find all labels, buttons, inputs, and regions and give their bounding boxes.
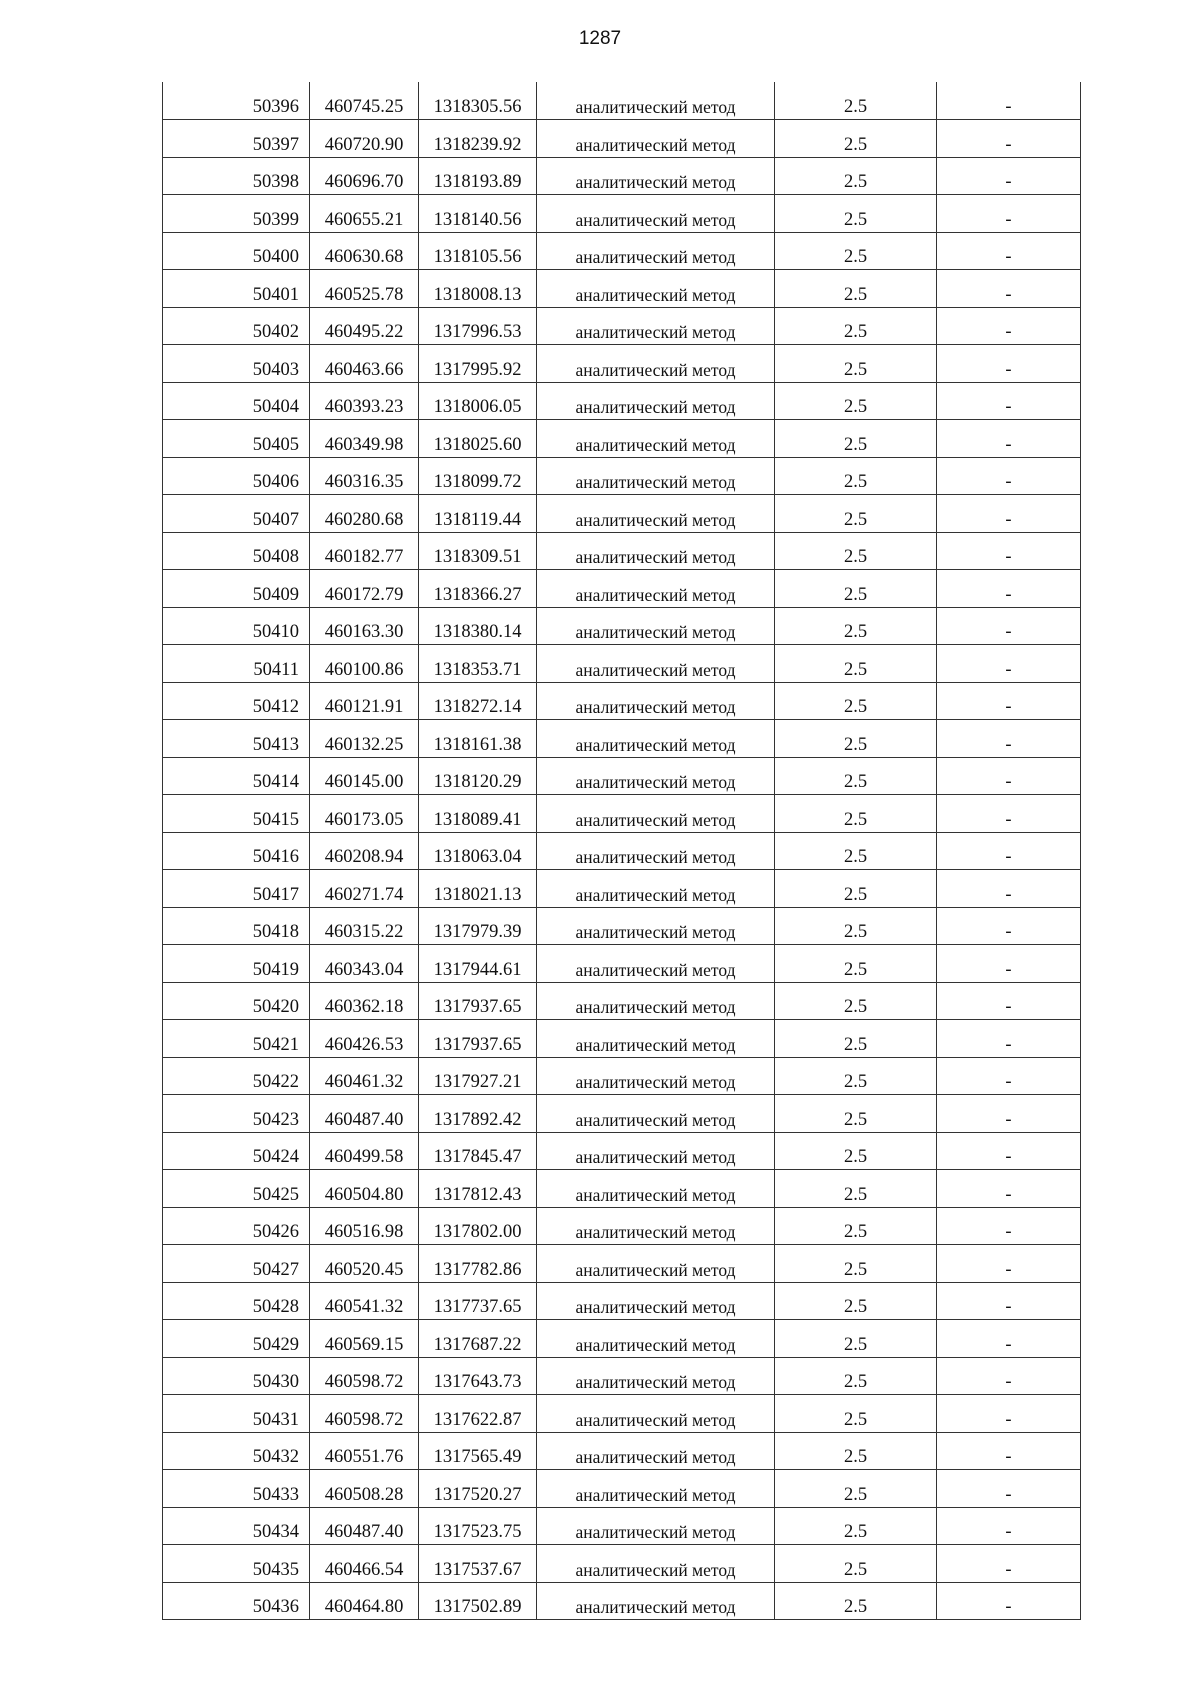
x-coordinate-cell: 460655.21 bbox=[310, 195, 419, 233]
table-row bbox=[163, 420, 1081, 458]
method-cell: аналитический метод bbox=[537, 382, 775, 420]
table-row bbox=[163, 1245, 1081, 1283]
note-cell: - bbox=[937, 1395, 1081, 1433]
x-coordinate-cell: 460172.79 bbox=[310, 570, 419, 608]
note-cell: - bbox=[937, 720, 1081, 758]
point-number-cell: 50396 bbox=[163, 82, 310, 120]
method-cell: аналитический метод bbox=[537, 870, 775, 908]
x-coordinate-cell: 460520.45 bbox=[310, 1245, 419, 1283]
x-coordinate-cell: 460696.70 bbox=[310, 157, 419, 195]
note-cell: - bbox=[937, 232, 1081, 270]
point-number-cell: 50421 bbox=[163, 1020, 310, 1058]
table-row bbox=[163, 382, 1081, 420]
note-cell: - bbox=[937, 1020, 1081, 1058]
x-coordinate-cell: 460630.68 bbox=[310, 232, 419, 270]
x-coordinate-cell: 460349.98 bbox=[310, 420, 419, 458]
note-cell: - bbox=[937, 345, 1081, 383]
accuracy-cell: 2.5 bbox=[775, 1207, 937, 1245]
y-coordinate-cell: 1318380.14 bbox=[419, 607, 537, 645]
x-coordinate-cell: 460541.32 bbox=[310, 1282, 419, 1320]
accuracy-cell: 2.5 bbox=[775, 1057, 937, 1095]
method-cell: аналитический метод bbox=[537, 1507, 775, 1545]
accuracy-cell: 2.5 bbox=[775, 307, 937, 345]
accuracy-cell: 2.5 bbox=[775, 795, 937, 833]
table-row bbox=[163, 1132, 1081, 1170]
table-row bbox=[163, 832, 1081, 870]
method-cell: аналитический метод bbox=[537, 1320, 775, 1358]
note-cell: - bbox=[937, 420, 1081, 458]
y-coordinate-cell: 1317622.87 bbox=[419, 1395, 537, 1433]
accuracy-cell: 2.5 bbox=[775, 1320, 937, 1358]
method-cell: аналитический метод bbox=[537, 1132, 775, 1170]
note-cell: - bbox=[937, 1582, 1081, 1620]
point-number-cell: 50429 bbox=[163, 1320, 310, 1358]
table-row bbox=[163, 757, 1081, 795]
accuracy-cell: 2.5 bbox=[775, 1545, 937, 1583]
y-coordinate-cell: 1317802.00 bbox=[419, 1207, 537, 1245]
table-row bbox=[163, 1432, 1081, 1470]
point-number-cell: 50414 bbox=[163, 757, 310, 795]
point-number-cell: 50409 bbox=[163, 570, 310, 608]
x-coordinate-cell: 460508.28 bbox=[310, 1470, 419, 1508]
accuracy-cell: 2.5 bbox=[775, 1507, 937, 1545]
method-cell: аналитический метод bbox=[537, 82, 775, 120]
note-cell: - bbox=[937, 1245, 1081, 1283]
table-row bbox=[163, 1507, 1081, 1545]
y-coordinate-cell: 1317520.27 bbox=[419, 1470, 537, 1508]
note-cell: - bbox=[937, 1432, 1081, 1470]
method-cell: аналитический метод bbox=[537, 157, 775, 195]
method-cell: аналитический метод bbox=[537, 570, 775, 608]
point-number-cell: 50406 bbox=[163, 457, 310, 495]
note-cell: - bbox=[937, 532, 1081, 570]
point-number-cell: 50415 bbox=[163, 795, 310, 833]
method-cell: аналитический метод bbox=[537, 1282, 775, 1320]
point-number-cell: 50418 bbox=[163, 907, 310, 945]
x-coordinate-cell: 460316.35 bbox=[310, 457, 419, 495]
point-number-cell: 50407 bbox=[163, 495, 310, 533]
accuracy-cell: 2.5 bbox=[775, 1432, 937, 1470]
y-coordinate-cell: 1318161.38 bbox=[419, 720, 537, 758]
method-cell: аналитический метод bbox=[537, 1170, 775, 1208]
method-cell: аналитический метод bbox=[537, 1432, 775, 1470]
note-cell: - bbox=[937, 1545, 1081, 1583]
note-cell: - bbox=[937, 1095, 1081, 1133]
accuracy-cell: 2.5 bbox=[775, 270, 937, 308]
x-coordinate-cell: 460280.68 bbox=[310, 495, 419, 533]
y-coordinate-cell: 1318089.41 bbox=[419, 795, 537, 833]
table-row bbox=[163, 232, 1081, 270]
note-cell: - bbox=[937, 82, 1081, 120]
accuracy-cell: 2.5 bbox=[775, 1470, 937, 1508]
y-coordinate-cell: 1317944.61 bbox=[419, 945, 537, 983]
y-coordinate-cell: 1318025.60 bbox=[419, 420, 537, 458]
x-coordinate-cell: 460315.22 bbox=[310, 907, 419, 945]
y-coordinate-cell: 1318272.14 bbox=[419, 682, 537, 720]
point-number-cell: 50424 bbox=[163, 1132, 310, 1170]
x-coordinate-cell: 460362.18 bbox=[310, 982, 419, 1020]
table-row bbox=[163, 682, 1081, 720]
point-number-cell: 50408 bbox=[163, 532, 310, 570]
table-row bbox=[163, 1282, 1081, 1320]
y-coordinate-cell: 1317995.92 bbox=[419, 345, 537, 383]
point-number-cell: 50419 bbox=[163, 945, 310, 983]
method-cell: аналитический метод bbox=[537, 682, 775, 720]
method-cell: аналитический метод bbox=[537, 1095, 775, 1133]
point-number-cell: 50426 bbox=[163, 1207, 310, 1245]
method-cell: аналитический метод bbox=[537, 457, 775, 495]
accuracy-cell: 2.5 bbox=[775, 1170, 937, 1208]
accuracy-cell: 2.5 bbox=[775, 195, 937, 233]
method-cell: аналитический метод bbox=[537, 1207, 775, 1245]
x-coordinate-cell: 460145.00 bbox=[310, 757, 419, 795]
accuracy-cell: 2.5 bbox=[775, 157, 937, 195]
note-cell: - bbox=[937, 982, 1081, 1020]
x-coordinate-cell: 460393.23 bbox=[310, 382, 419, 420]
accuracy-cell: 2.5 bbox=[775, 982, 937, 1020]
y-coordinate-cell: 1318119.44 bbox=[419, 495, 537, 533]
x-coordinate-cell: 460598.72 bbox=[310, 1395, 419, 1433]
y-coordinate-cell: 1317537.67 bbox=[419, 1545, 537, 1583]
y-coordinate-cell: 1317979.39 bbox=[419, 907, 537, 945]
note-cell: - bbox=[937, 1507, 1081, 1545]
table-row bbox=[163, 1582, 1081, 1620]
x-coordinate-cell: 460720.90 bbox=[310, 120, 419, 158]
accuracy-cell: 2.5 bbox=[775, 382, 937, 420]
point-number-cell: 50403 bbox=[163, 345, 310, 383]
note-cell: - bbox=[937, 1207, 1081, 1245]
note-cell: - bbox=[937, 832, 1081, 870]
table-row bbox=[163, 82, 1081, 120]
point-number-cell: 50413 bbox=[163, 720, 310, 758]
accuracy-cell: 2.5 bbox=[775, 1582, 937, 1620]
accuracy-cell: 2.5 bbox=[775, 232, 937, 270]
point-number-cell: 50423 bbox=[163, 1095, 310, 1133]
x-coordinate-cell: 460208.94 bbox=[310, 832, 419, 870]
note-cell: - bbox=[937, 457, 1081, 495]
point-number-cell: 50422 bbox=[163, 1057, 310, 1095]
note-cell: - bbox=[937, 570, 1081, 608]
note-cell: - bbox=[937, 757, 1081, 795]
table-row bbox=[163, 157, 1081, 195]
method-cell: аналитический метод bbox=[537, 120, 775, 158]
y-coordinate-cell: 1318006.05 bbox=[419, 382, 537, 420]
point-number-cell: 50434 bbox=[163, 1507, 310, 1545]
y-coordinate-cell: 1318008.13 bbox=[419, 270, 537, 308]
y-coordinate-cell: 1317845.47 bbox=[419, 1132, 537, 1170]
x-coordinate-cell: 460271.74 bbox=[310, 870, 419, 908]
table-row bbox=[163, 570, 1081, 608]
note-cell: - bbox=[937, 382, 1081, 420]
note-cell: - bbox=[937, 270, 1081, 308]
x-coordinate-cell: 460343.04 bbox=[310, 945, 419, 983]
table-row bbox=[163, 1320, 1081, 1358]
x-coordinate-cell: 460463.66 bbox=[310, 345, 419, 383]
x-coordinate-cell: 460466.54 bbox=[310, 1545, 419, 1583]
accuracy-cell: 2.5 bbox=[775, 1245, 937, 1283]
x-coordinate-cell: 460499.58 bbox=[310, 1132, 419, 1170]
accuracy-cell: 2.5 bbox=[775, 1020, 937, 1058]
y-coordinate-cell: 1317927.21 bbox=[419, 1057, 537, 1095]
note-cell: - bbox=[937, 1470, 1081, 1508]
x-coordinate-cell: 460426.53 bbox=[310, 1020, 419, 1058]
x-coordinate-cell: 460487.40 bbox=[310, 1095, 419, 1133]
table-row bbox=[163, 982, 1081, 1020]
table-row bbox=[163, 120, 1081, 158]
note-cell: - bbox=[937, 1282, 1081, 1320]
method-cell: аналитический метод bbox=[537, 270, 775, 308]
point-number-cell: 50411 bbox=[163, 645, 310, 683]
y-coordinate-cell: 1318140.56 bbox=[419, 195, 537, 233]
table-row bbox=[163, 870, 1081, 908]
accuracy-cell: 2.5 bbox=[775, 1095, 937, 1133]
method-cell: аналитический метод bbox=[537, 945, 775, 983]
method-cell: аналитический метод bbox=[537, 1245, 775, 1283]
method-cell: аналитический метод bbox=[537, 1057, 775, 1095]
method-cell: аналитический метод bbox=[537, 195, 775, 233]
x-coordinate-cell: 460504.80 bbox=[310, 1170, 419, 1208]
y-coordinate-cell: 1317565.49 bbox=[419, 1432, 537, 1470]
x-coordinate-cell: 460525.78 bbox=[310, 270, 419, 308]
method-cell: аналитический метод bbox=[537, 345, 775, 383]
table-row bbox=[163, 795, 1081, 833]
x-coordinate-cell: 460464.80 bbox=[310, 1582, 419, 1620]
method-cell: аналитический метод bbox=[537, 795, 775, 833]
point-number-cell: 50433 bbox=[163, 1470, 310, 1508]
table-row bbox=[163, 1020, 1081, 1058]
accuracy-cell: 2.5 bbox=[775, 607, 937, 645]
method-cell: аналитический метод bbox=[537, 720, 775, 758]
accuracy-cell: 2.5 bbox=[775, 420, 937, 458]
y-coordinate-cell: 1317643.73 bbox=[419, 1357, 537, 1395]
note-cell: - bbox=[937, 907, 1081, 945]
point-number-cell: 50420 bbox=[163, 982, 310, 1020]
y-coordinate-cell: 1317687.22 bbox=[419, 1320, 537, 1358]
accuracy-cell: 2.5 bbox=[775, 495, 937, 533]
table-row bbox=[163, 495, 1081, 533]
accuracy-cell: 2.5 bbox=[775, 82, 937, 120]
y-coordinate-cell: 1317812.43 bbox=[419, 1170, 537, 1208]
point-number-cell: 50410 bbox=[163, 607, 310, 645]
coordinates-table bbox=[162, 82, 1081, 1620]
table-row bbox=[163, 720, 1081, 758]
y-coordinate-cell: 1317892.42 bbox=[419, 1095, 537, 1133]
method-cell: аналитический метод bbox=[537, 757, 775, 795]
y-coordinate-cell: 1317937.65 bbox=[419, 982, 537, 1020]
accuracy-cell: 2.5 bbox=[775, 907, 937, 945]
note-cell: - bbox=[937, 1170, 1081, 1208]
note-cell: - bbox=[937, 607, 1081, 645]
table-row bbox=[163, 457, 1081, 495]
y-coordinate-cell: 1318309.51 bbox=[419, 532, 537, 570]
point-number-cell: 50405 bbox=[163, 420, 310, 458]
y-coordinate-cell: 1317523.75 bbox=[419, 1507, 537, 1545]
point-number-cell: 50436 bbox=[163, 1582, 310, 1620]
y-coordinate-cell: 1318063.04 bbox=[419, 832, 537, 870]
note-cell: - bbox=[937, 645, 1081, 683]
coordinates-table-container bbox=[162, 82, 1080, 1620]
accuracy-cell: 2.5 bbox=[775, 757, 937, 795]
accuracy-cell: 2.5 bbox=[775, 645, 937, 683]
table-row bbox=[163, 1357, 1081, 1395]
note-cell: - bbox=[937, 1132, 1081, 1170]
x-coordinate-cell: 460100.86 bbox=[310, 645, 419, 683]
point-number-cell: 50401 bbox=[163, 270, 310, 308]
x-coordinate-cell: 460121.91 bbox=[310, 682, 419, 720]
coordinates-table-body bbox=[163, 82, 1081, 1620]
x-coordinate-cell: 460182.77 bbox=[310, 532, 419, 570]
y-coordinate-cell: 1317502.89 bbox=[419, 1582, 537, 1620]
y-coordinate-cell: 1317996.53 bbox=[419, 307, 537, 345]
point-number-cell: 50417 bbox=[163, 870, 310, 908]
table-row bbox=[163, 607, 1081, 645]
method-cell: аналитический метод bbox=[537, 1582, 775, 1620]
method-cell: аналитический метод bbox=[537, 532, 775, 570]
point-number-cell: 50430 bbox=[163, 1357, 310, 1395]
x-coordinate-cell: 460598.72 bbox=[310, 1357, 419, 1395]
method-cell: аналитический метод bbox=[537, 607, 775, 645]
page-number: 1287 bbox=[578, 28, 622, 49]
table-row bbox=[163, 1470, 1081, 1508]
point-number-cell: 50404 bbox=[163, 382, 310, 420]
point-number-cell: 50435 bbox=[163, 1545, 310, 1583]
point-number-cell: 50431 bbox=[163, 1395, 310, 1433]
note-cell: - bbox=[937, 945, 1081, 983]
point-number-cell: 50397 bbox=[163, 120, 310, 158]
accuracy-cell: 2.5 bbox=[775, 1282, 937, 1320]
note-cell: - bbox=[937, 682, 1081, 720]
accuracy-cell: 2.5 bbox=[775, 682, 937, 720]
note-cell: - bbox=[937, 157, 1081, 195]
point-number-cell: 50400 bbox=[163, 232, 310, 270]
point-number-cell: 50427 bbox=[163, 1245, 310, 1283]
accuracy-cell: 2.5 bbox=[775, 1357, 937, 1395]
table-row bbox=[163, 195, 1081, 233]
method-cell: аналитический метод bbox=[537, 420, 775, 458]
x-coordinate-cell: 460173.05 bbox=[310, 795, 419, 833]
table-row bbox=[163, 645, 1081, 683]
table-row bbox=[163, 907, 1081, 945]
note-cell: - bbox=[937, 1057, 1081, 1095]
table-row bbox=[163, 1095, 1081, 1133]
method-cell: аналитический метод bbox=[537, 495, 775, 533]
method-cell: аналитический метод bbox=[537, 645, 775, 683]
y-coordinate-cell: 1317782.86 bbox=[419, 1245, 537, 1283]
note-cell: - bbox=[937, 195, 1081, 233]
y-coordinate-cell: 1317937.65 bbox=[419, 1020, 537, 1058]
note-cell: - bbox=[937, 1320, 1081, 1358]
y-coordinate-cell: 1318193.89 bbox=[419, 157, 537, 195]
accuracy-cell: 2.5 bbox=[775, 570, 937, 608]
note-cell: - bbox=[937, 795, 1081, 833]
table-row bbox=[163, 1545, 1081, 1583]
point-number-cell: 50412 bbox=[163, 682, 310, 720]
accuracy-cell: 2.5 bbox=[775, 720, 937, 758]
x-coordinate-cell: 460569.15 bbox=[310, 1320, 419, 1358]
method-cell: аналитический метод bbox=[537, 307, 775, 345]
x-coordinate-cell: 460551.76 bbox=[310, 1432, 419, 1470]
x-coordinate-cell: 460745.25 bbox=[310, 82, 419, 120]
note-cell: - bbox=[937, 307, 1081, 345]
accuracy-cell: 2.5 bbox=[775, 120, 937, 158]
table-row bbox=[163, 1207, 1081, 1245]
accuracy-cell: 2.5 bbox=[775, 832, 937, 870]
table-row bbox=[163, 1170, 1081, 1208]
note-cell: - bbox=[937, 495, 1081, 533]
y-coordinate-cell: 1318105.56 bbox=[419, 232, 537, 270]
table-row bbox=[163, 1057, 1081, 1095]
method-cell: аналитический метод bbox=[537, 907, 775, 945]
y-coordinate-cell: 1318120.29 bbox=[419, 757, 537, 795]
y-coordinate-cell: 1318353.71 bbox=[419, 645, 537, 683]
point-number-cell: 50428 bbox=[163, 1282, 310, 1320]
accuracy-cell: 2.5 bbox=[775, 870, 937, 908]
accuracy-cell: 2.5 bbox=[775, 1395, 937, 1433]
accuracy-cell: 2.5 bbox=[775, 345, 937, 383]
y-coordinate-cell: 1317737.65 bbox=[419, 1282, 537, 1320]
table-row bbox=[163, 532, 1081, 570]
method-cell: аналитический метод bbox=[537, 832, 775, 870]
x-coordinate-cell: 460461.32 bbox=[310, 1057, 419, 1095]
point-number-cell: 50402 bbox=[163, 307, 310, 345]
method-cell: аналитический метод bbox=[537, 1357, 775, 1395]
point-number-cell: 50425 bbox=[163, 1170, 310, 1208]
method-cell: аналитический метод bbox=[537, 232, 775, 270]
table-row bbox=[163, 945, 1081, 983]
accuracy-cell: 2.5 bbox=[775, 457, 937, 495]
table-row bbox=[163, 1395, 1081, 1433]
y-coordinate-cell: 1318366.27 bbox=[419, 570, 537, 608]
note-cell: - bbox=[937, 1357, 1081, 1395]
x-coordinate-cell: 460495.22 bbox=[310, 307, 419, 345]
point-number-cell: 50398 bbox=[163, 157, 310, 195]
point-number-cell: 50432 bbox=[163, 1432, 310, 1470]
x-coordinate-cell: 460487.40 bbox=[310, 1507, 419, 1545]
x-coordinate-cell: 460132.25 bbox=[310, 720, 419, 758]
accuracy-cell: 2.5 bbox=[775, 1132, 937, 1170]
note-cell: - bbox=[937, 120, 1081, 158]
point-number-cell: 50399 bbox=[163, 195, 310, 233]
method-cell: аналитический метод bbox=[537, 1470, 775, 1508]
accuracy-cell: 2.5 bbox=[775, 945, 937, 983]
method-cell: аналитический метод bbox=[537, 1020, 775, 1058]
x-coordinate-cell: 460516.98 bbox=[310, 1207, 419, 1245]
x-coordinate-cell: 460163.30 bbox=[310, 607, 419, 645]
point-number-cell: 50416 bbox=[163, 832, 310, 870]
y-coordinate-cell: 1318021.13 bbox=[419, 870, 537, 908]
y-coordinate-cell: 1318239.92 bbox=[419, 120, 537, 158]
accuracy-cell: 2.5 bbox=[775, 532, 937, 570]
y-coordinate-cell: 1318305.56 bbox=[419, 82, 537, 120]
method-cell: аналитический метод bbox=[537, 1545, 775, 1583]
table-row bbox=[163, 270, 1081, 308]
y-coordinate-cell: 1318099.72 bbox=[419, 457, 537, 495]
table-row bbox=[163, 307, 1081, 345]
method-cell: аналитический метод bbox=[537, 1395, 775, 1433]
note-cell: - bbox=[937, 870, 1081, 908]
method-cell: аналитический метод bbox=[537, 982, 775, 1020]
table-row bbox=[163, 345, 1081, 383]
